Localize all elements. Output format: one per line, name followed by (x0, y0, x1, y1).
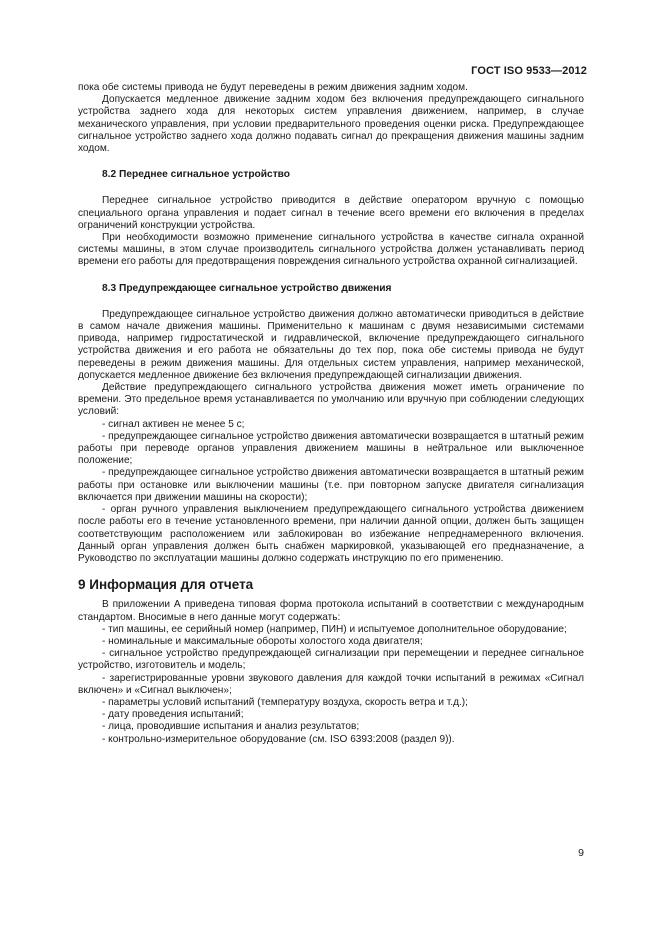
section-9-title: 9 Информация для отчета (78, 577, 254, 593)
section-8-3-paragraph-2: Действие предупреждающего сигнального устройства движения может иметь ограничение по времени. Это предельное время устанавливается по умолчанию или вручную при соблюдении следующих условий: (78, 382, 584, 418)
section-8-3-item-2: - предупреждающее сигнальное устройство движения автоматически возвращается в штатный режим работы при переводе органов управления движением машины в нейтральное или выключенное положение; (78, 430, 584, 467)
section-9-item-5: - параметры условий испытаний (температуру воздуха, скорость ветра и т.д.); (102, 696, 468, 708)
intro-paragraph-1: пока обе системы привода не будут переведены в режим движения задним ходом. (78, 82, 468, 93)
section-9-item-1: - тип машины, ее серийный номер (например, ПИН) и испытуемое дополнительное оборудование; (102, 623, 567, 635)
section-8-3-item-4: - орган ручного управления выключением предупреждающего сигнального устройства движением после работы его в течение установленного времени, при наличии данной опции, должен быть защищен соответствующим расположением или заблокирован во избежание непреднамеренного включения. Данный орган управления должен быть снабжен маркировкой, указывающей его предназначение, а Руководство по эксплуатации машины должно содержать инструкцию по его применению. (78, 504, 584, 564)
section-9-item-6: - дату проведения испытаний; (102, 709, 244, 721)
section-9-item-8: - контрольно-измерительное оборудование (см. ISO 6393:2008 (раздел 9)). (102, 733, 455, 745)
section-8-3-item-1: - сигнал активен не менее 5 с; (102, 418, 245, 430)
section-9-item-2: - номинальные и максимальные обороты холостого хода двигателя; (102, 635, 423, 647)
page-number: 9 (578, 847, 584, 859)
section-8-2-title: 8.2 Переднее сигнальное устройство (102, 169, 291, 181)
section-8-3-paragraph-1: Предупреждающее сигнальное устройство движения должно автоматически приводиться в действие в самом начале движения машины. Применительно к машинам с двумя независимыми системами привода, например гидростатической и гидравлической, включение предупреждающего сигнального устройства движения и его работа не обязательны до тех пор, пока обе системы привода не будут переведены в режим движения машины. Для отдельных систем управления, например механической, допускается медленное движение без включения предупреждающей сигнализации движения. (78, 308, 584, 381)
section-9-item-4: - зарегистрированные уровни звукового давления для каждой точки испытаний в режимах «Сигнал включен» и «Сигнал выключен»; (78, 672, 584, 696)
section-9-item-7: - лица, проводившие испытания и анализ результатов; (102, 721, 360, 733)
section-9-paragraph: В приложении А приведена типовая форма протокола испытаний в соответствии с международным стандартом. Вносимые в него данные могут содержать: (78, 599, 584, 623)
section-8-3-item-3: - предупреждающее сигнальное устройство движения автоматически возвращается в штатный режим работы при остановке или выключении машины (т.е. при повторном запуске двигателя сигнализация включается при движении машины на скорости); (78, 467, 584, 503)
section-9-item-3: - сигнальное устройство предупреждающей сигнализации при перемещении и переднее сигнальное устройство, изготовитель и модель; (78, 648, 584, 672)
section-8-2-paragraph-1: Переднее сигнальное устройство приводится в действие оператором вручную с помощью специального органа управления и подает сигнал в течение всего времени его включения в пределах ограничений конструкции устройства. (78, 195, 584, 231)
intro-paragraph-2: Допускается медленное движение задним ходом без включения предупреждающего сигнального устройства заднего хода для некоторых систем управления движением, например, в случае механического управления, при условии предварительного проведения оценки риска. Предупреждающее сигнальное устройство заднего хода должно подавать сигнал до прекращения движения машины задним ходом. (78, 94, 584, 155)
section-8-2-paragraph-2: При необходимости возможно применение сигнального устройства в качестве сигнала охранной системы машины, в этом случае производитель сигнального устройства должен устанавливать период времени его работы для предотвращения повреждения сигнального устройства охранной сигнализацией. (78, 232, 584, 268)
document-body (78, 82, 584, 746)
section-8-3-title: 8.3 Предупреждающее сигнальное устройство движения (102, 282, 392, 294)
document-header: ГОСТ ISO 9533—2012 (471, 65, 587, 77)
